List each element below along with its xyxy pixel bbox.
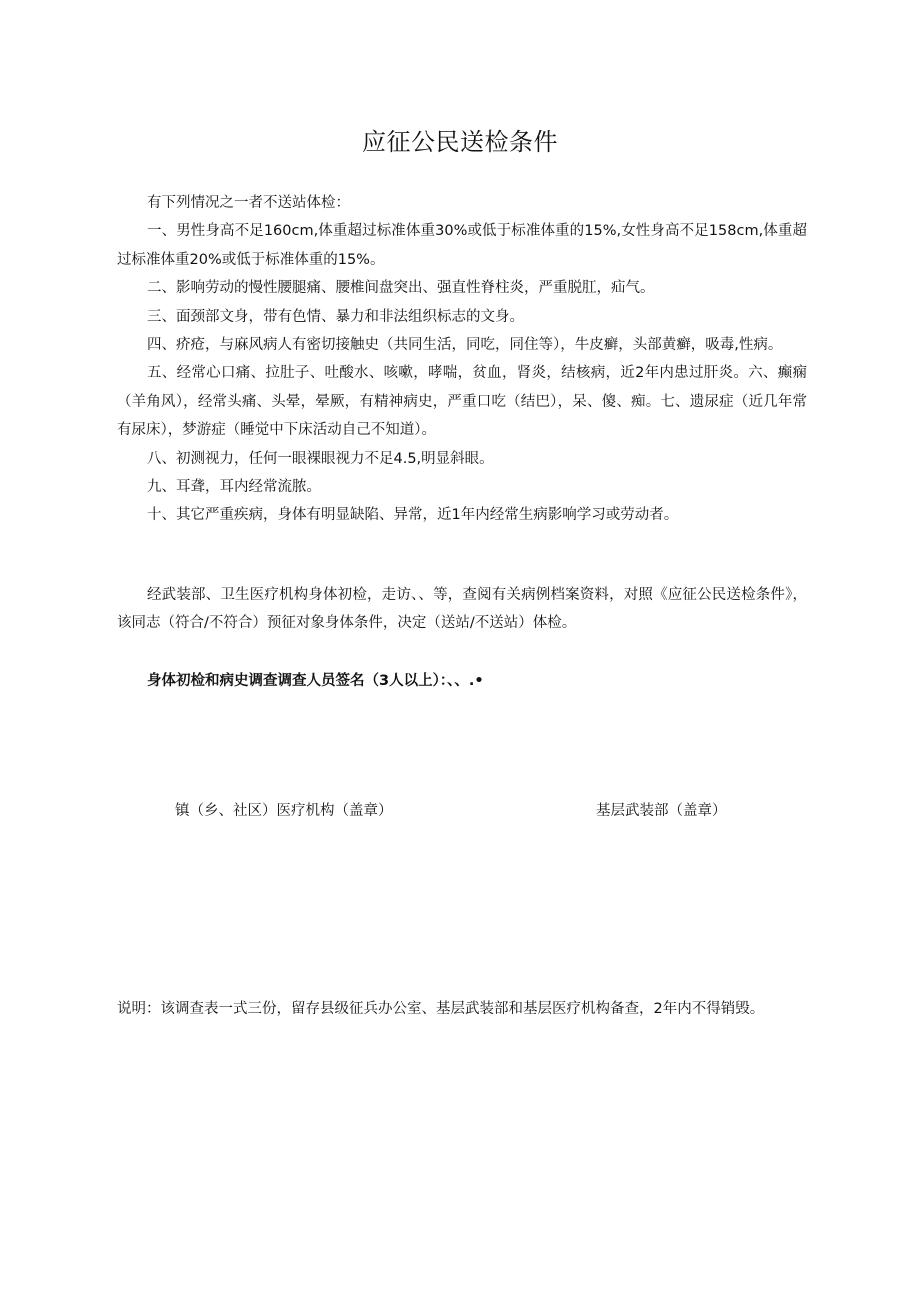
criteria-item-1: 一、男性身高不足160cm,体重超过标准体重30%或低于标准体重的15%,女性身高不足158cm,体重超过标准体重20%或低于标准体重的15%。	[117, 223, 807, 268]
criteria-item-4: 四、疥疮，与麻风病人有密切接触史（共同生活，同吃，同住等），牛皮癣，头部黄癣，吸毒,性病。	[147, 337, 783, 354]
exam-paragraph: 经武装部、卫生医疗机构身体初检，走访、、等，查阅有关病例档案资料，对照《应征公民送检条件》，该同志（符合/不符合）预征对象身体条件，决定（送站/不送站）体检。	[117, 587, 807, 632]
page-title: 应征公民送检条件	[362, 128, 558, 156]
criteria-intro: 有下列情况之一者不送站体检：	[147, 195, 350, 211]
investigator-signature-line: 身体初检和病史调查调查人员签名（3人以上）：、、.•	[147, 673, 484, 689]
criteria-item-2: 二、影响劳动的慢性腰腿痛、腰椎间盘突出、强直性脊柱炎，严重脱肛，疝气。	[147, 280, 655, 297]
footnote: 说明：该调查表一式三份，留存县级征兵办公室、基层武装部和基层医疗机构备查，2年内不得销毁。	[117, 1001, 765, 1017]
criteria-item-8: 八、初测视力，任何一眼裸眼视力不足4.5,明显斜眼。	[147, 450, 494, 467]
criteria-item-5-7: 五、经常心口痛、拉肚子、吐酸水、咳嗽，哮喘，贫血，肾炎，结核病，近2年内患过肝炎。六、癫痫（羊角风），经常头痛、头晕，晕厥，有精神病史，严重口吃（结巴），呆、傻、痴。七、遗尿症（近几年常有尿床），梦游症（睡觉中下床活动自己不知道）。	[117, 365, 807, 439]
medical-institution-stamp: 镇（乡、社区）医疗机构（盖章）	[175, 803, 393, 819]
criteria-item-3: 三、面颈部文身，带有色情、暴力和非法组织标志的文身。	[147, 308, 524, 325]
criteria-list	[117, 189, 807, 530]
criteria-item-9: 九、耳聋，耳内经常流脓。	[147, 479, 321, 496]
criteria-item-10: 十、其它严重疾病，身体有明显缺陷、异常，近1年内经常生病影响学习或劳动者。	[147, 507, 679, 524]
armed-forces-dept-stamp: 基层武装部（盖章）	[596, 803, 727, 819]
